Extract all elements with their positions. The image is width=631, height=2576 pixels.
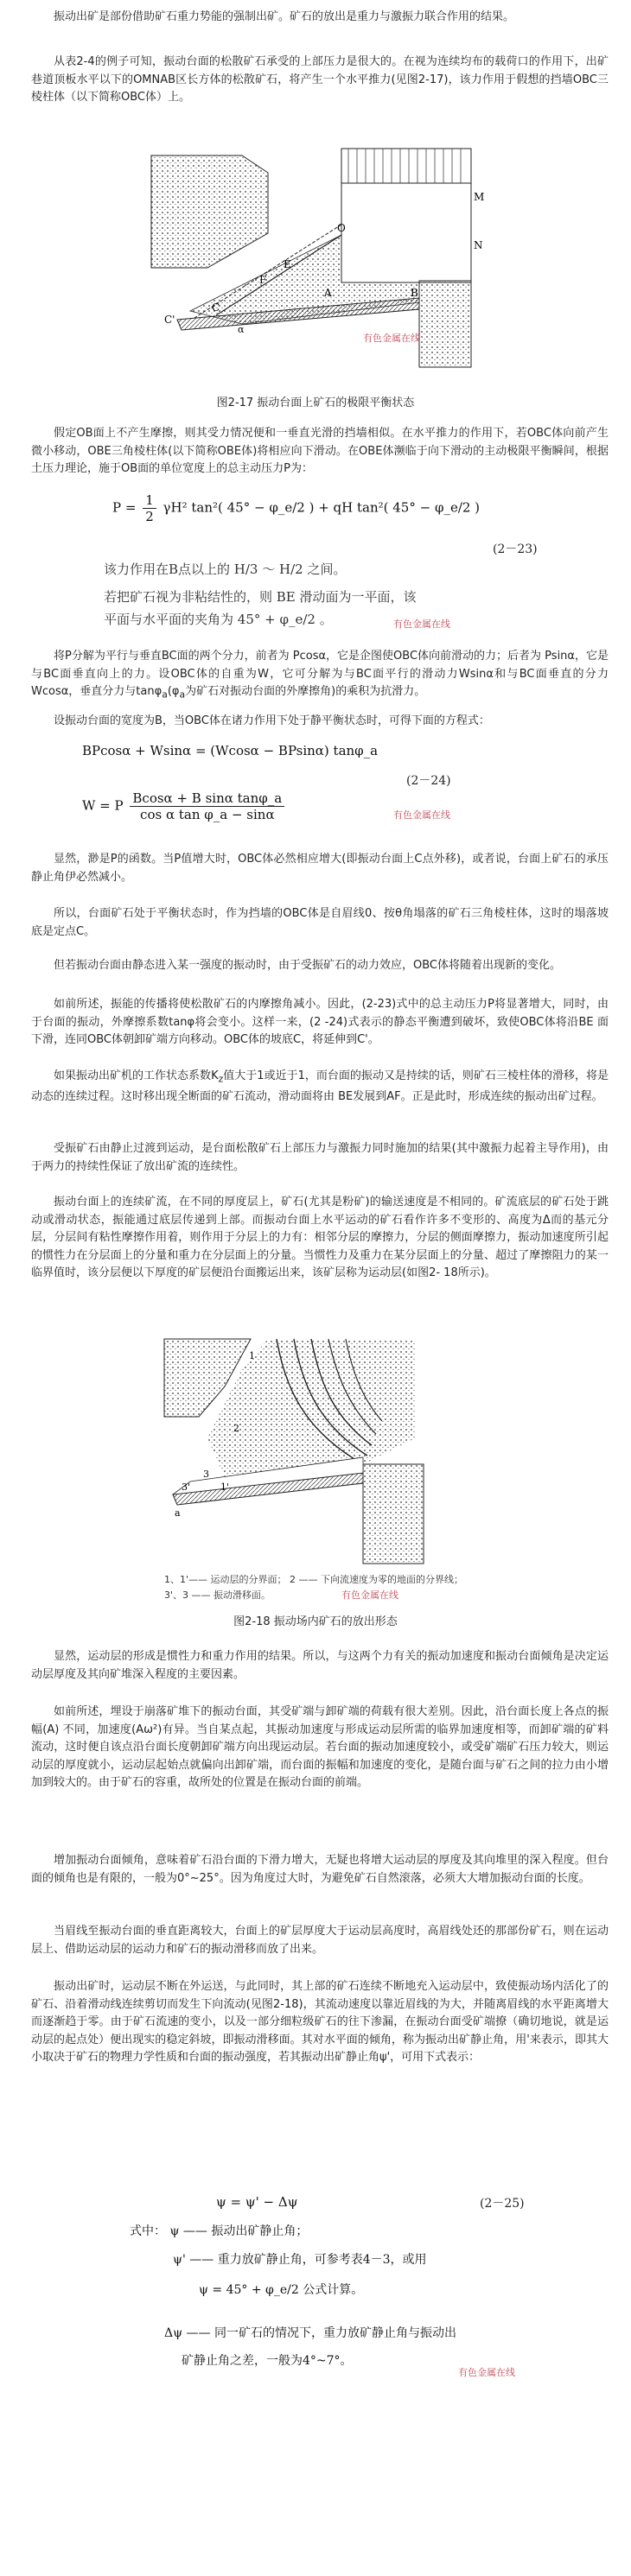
label-M: M	[474, 191, 485, 203]
paragraph-retaining-wall: 所以，台面矿石处于平衡状态时，作为挡墙的OBC体是自眉线0、按θ角塌落的矿石三角棱柱体，这时的塌落坡底是定点C。	[31, 907, 609, 938]
label-1: 1	[249, 1350, 255, 1361]
figure-2-17-caption: 图2-17 振动台面上矿石的极限平衡状态	[216, 397, 415, 409]
paragraph-intro: 振动出矿是部份借助矿石重力势能的强制出矿。矿石的放出是重力与激振力联合作用的结果。	[54, 10, 515, 23]
label-E: E	[284, 258, 291, 270]
paragraph-horizontal-thrust: 从表2-4的例子可知，振动台面的松散矿石承受的上部压力是很大的。在视为连续均布的载荷口的作用下，出矿巷道顶板水平以下的OMNAB区长方体的松散矿石，将产生一个水平推力(见图2-17)，该力作用于假想的挡墙OBC三棱柱体（以下简称OBC体）上。	[31, 55, 609, 104]
equation-note-line-3: 平面与水平面的夹角为 45° + φ_e/2 。	[104, 612, 333, 627]
label-alpha: α	[238, 324, 245, 335]
figure-2-18-legend-2: 3'、3 —— 振动滑移面。	[164, 1589, 271, 1601]
equation-w-numerator: Bcosα + B sinα tanφ_a	[130, 790, 284, 807]
figure-2-17-watermark: 有色金属在线	[363, 333, 420, 344]
figure-2-17-drawing	[130, 138, 493, 384]
label-3-prime: 3'	[182, 1482, 191, 1493]
paragraph-continuous-process	[31, 1068, 609, 1107]
equation-2-24-number: (2－24)	[406, 774, 451, 788]
equation-note-line-2: 若把矿石视为非粘结性的，则 BE 滑动面为一平面，该	[104, 589, 417, 605]
label-O: O	[337, 222, 346, 234]
paragraph-equilibrium: 设振动台面的宽度为B，当OBC体在诸力作用下处于静平衡状态时，可得下面的方程式：	[54, 714, 490, 727]
paragraph-static-to-motion: 受振矿石由静止过渡到运动，是台面松散矿石上部压力与激振力同时施加的结果(其中激振力起着主导作用)，由于两力的持续性保证了放出矿流的连续性。	[31, 1142, 609, 1173]
equation-2-23-numerator: 1	[143, 492, 156, 509]
paragraph-amplitude-variation: 如前所述，埋设于崩落矿堆下的振动台面，其受矿端与卸矿端的荷载有很大差别。因此，沿台面长度上各点的振幅(A) 不同，加速度(Aω²)有异。当自某点起，其振动加速度与形成运动层所需的临界加速度相等，而卸矿端的矿料流动，这时便自该点沿台面长度朝卸矿端方向出现运动层。若台面的振动加速度较小，或受矿端矿石压力较大，则运动层的厚度就小，运动层起始点就偏向出卸矿端，而台面的振幅和加速度的变化，是随台面与矿石之间的拉力由小增加到较大的。由于矿石的容重，故所处的位置是在振动台面的前端。	[31, 1705, 609, 1789]
equation-2-23-denominator: 2	[145, 509, 154, 524]
label-F: F	[259, 274, 267, 286]
equation-w-denominator: cos α tan φ_a − sinα	[140, 807, 275, 822]
paragraph-force-decomposition-text: 将P分解为平行与垂直BC面的两个分力，前者为 Pcosα，它是企图使OBC体向前滑动的力；后者为 Psinα，它是与BC面垂直向上的力。设OBC体的自重为W，它可分解为与BC面平行的滑动力Wsinα和与BC面垂直的分力Wcosα，垂直分力与$\tan\varphi_a(\varphi_a$为矿石对振动台面的外摩擦角)的乘积为抗滑力。	[31, 650, 609, 701]
label-3: 3	[203, 1469, 209, 1480]
equation-2-25-def-4: Δψ —— 同一矿石的情况下，重力放矿静止角与振动出	[164, 2326, 456, 2340]
figure-2-17	[130, 138, 493, 384]
paragraph-brow-distance: 当眉线至振动台面的垂直距离较大，台面上的矿层厚度大于运动层高度时，高眉线处还的那部份矿石，则在运动层上、借助运动层的运动力和矿石的振动滑移而放了出来。	[31, 1925, 609, 1956]
watermark-1: 有色金属在线	[393, 619, 450, 630]
equation-w	[82, 790, 287, 822]
equation-2-25-def-5: 矿静止角之差，一般为4°~7°。	[182, 2354, 353, 2368]
label-N: N	[474, 239, 483, 251]
label-2: 2	[233, 1423, 239, 1434]
figure-2-18-drawing	[156, 1335, 432, 1568]
watermark-2: 有色金属在线	[393, 809, 450, 821]
equation-note-line-1: 该力作用在B点以上的 H/3 ～ H/2 之间。	[104, 562, 347, 577]
equation-2-25-number: (2－25)	[480, 2197, 525, 2211]
paragraph-force-decomposition	[31, 648, 609, 704]
watermark-3: 有色金属在线	[458, 2367, 515, 2378]
equation-w-lhs: W = P	[82, 797, 124, 814]
paragraph-motion-layer: 振动台面上的连续矿流，在不同的厚度层上，矿石(尤其是粉矿)的输送速度是不相同的。矿流底层的矿石处于跳动或滑动状态，振能通过底层传递到上部。而振动台面上水平运动的矿石看作许多不变形的、高度为Δ而的基元分层，分层间有粘性摩擦作用着，则作用于分层上的力有：相邻分层的摩擦力，分层的侧面摩擦力，振动加速度所引起的惯性力在分层面上的分量和重力在分层面上的分量。当惯性力及重力在某分层面上的分量、超过了摩擦阻力的某一临界值时，该分层便以下厚度的矿层便沿台面搬运出来，该矿层称为运动层(如图2- 18所示)。	[31, 1196, 609, 1279]
equation-2-23-lhs: P =	[112, 499, 137, 516]
figure-2-18-caption: 图2-18 振动场内矿石的放出形态	[233, 1615, 398, 1628]
figure-2-18-watermark: 有色金属在线	[341, 1589, 398, 1601]
paragraph-active-pressure: 假定OB面上不产生摩擦，则其受力情况便和一垂直光滑的挡墙相似。在水平推力的作用下，若OBC体向前产生微小移动，OBE三角棱柱体(以下简称OBE体)将相应向下滑动。在OBE体濒临于向下滑动的主动极限平衡瞬间，根据土压力理论，施于OB面的单位宽度上的总主动压力P为：	[31, 427, 609, 475]
equation-2-23-body: γH² tan²( 45° − φ_e/2 ) + qH tan²( 45° − φ_e/2 )	[163, 499, 481, 516]
right-rock-wall	[419, 281, 471, 367]
equation-2-25: ψ = ψ' − Δψ	[216, 2194, 298, 2210]
label-1-prime: 1'	[220, 1482, 230, 1493]
label-C-prime: C'	[164, 314, 175, 326]
paragraph-deck-inclination: 增加振动台面倾角，意味着矿石沿台面的下滑力增大，无疑也将增大运动层的厚度及其向堆里的深入程度。但台面的倾角也是有限的，一般为0°~25°。因为角度过大时，为避免矿石自然滚落，必须大大增加振动台面的长度。	[31, 1854, 609, 1885]
equation-2-25-def-1: 式中： ψ —— 振动出矿静止角；	[130, 2224, 309, 2238]
label-A: A	[324, 287, 332, 299]
figure-2-18	[156, 1335, 432, 1568]
equation-2-25-def-3: ψ = 45° + φ_e/2 公式计算。	[199, 2283, 364, 2297]
paragraph-dynamic-state: 但若振动台面由静态进入某一强度的振动时，由于受振矿石的动力效应，OBC体将随着出现新的变化。	[54, 959, 562, 972]
paragraph-continuous-process-text: 如果振动出矿机的工作状态系数$K_z$值大于1或近于1，而台面的振动又是持续的话，则矿石三棱柱体的滑移，将是动态的连续过程。这时移出现全断面的矿石流动，滑动面将由 BE发展到AF。正是此时，形成连续的振动出矿过程。	[31, 1069, 609, 1104]
right-support-wall	[363, 1464, 424, 1564]
paragraph-repose-angle: 振动出矿时，运动层不断在外运送，与此同时，其上部的矿石连续不断地充入运动层中，致使振动场内活化了的矿石、沿着滑动线连续剪切而发生下向流动(见图2-18)，其流动速度以靠近眉线的为大，并随离眉线的水平距离增大而逐渐趋于零。由于矿石流速的变小，以及一部分细粒级矿石的往下渗漏，在振动台面受矿端撩（确切地说，就是运动层的起点处）便出现实的稳定斜坡，即振动滑移面。其对水平面的倾角，称为振动出矿静止角，用'来表示，即其大小取决于矿石的物理力学性质和台面的振动强度，若其振动出矿静止角ψ'，可用下式表示：	[31, 1980, 609, 2064]
column-hatching	[348, 149, 461, 183]
equation-w-fraction	[130, 790, 284, 822]
paragraph-function-of-p: 显然，渺是P的函数。当P值增大时，OBC体必然相应增大(即振动台面上C点外移)，或者说，台面上矿石的承压静止角伊必然减小。	[31, 853, 609, 884]
left-rock-mass	[151, 155, 268, 268]
ore-block-omnab	[341, 183, 471, 282]
equation-2-23	[112, 492, 480, 524]
equation-2-23-number: (2－23)	[493, 542, 538, 556]
paragraph-layer-formation: 显然，运动层的形成是惯性力和重力作用的结果。所以，与这两个力有关的振动加速度和振动台面倾角是决定运动层厚度及其向矿堆深入程度的主要因素。	[31, 1650, 609, 1681]
label-a: a	[175, 1507, 181, 1519]
equation-2-23-fraction	[143, 492, 156, 524]
ore-column-top	[341, 149, 471, 183]
equation-2-24: BPcosα + Wsinα = (Wcosα − BPsinα) tanφ_a	[82, 743, 379, 758]
label-C: C	[212, 301, 220, 314]
label-B: B	[411, 287, 418, 299]
figure-2-18-legend-1: 1、1'—— 运动层的分界面； 2 —— 下向流速度为零的地面的分界线；	[164, 1574, 464, 1585]
paragraph-vibration-effect: 如前所述，振能的传播将使松散矿石的内摩擦角减小。因此，(2-23)式中的总主动压力P将显著增大，同时，由于台面的振动，外摩擦系数tanφ将会变小。这样一来，(2 -24)式表示的静态平衡遭到破坏，致使OBC体将沿BE 面下滑，连同OBC体朝卸矿端方向移动。OBC体的坡底C，将延伸到C'。	[31, 998, 609, 1046]
equation-2-25-def-2: ψ' —— 重力放矿静止角，可参考表4－3，或用	[173, 2253, 427, 2267]
